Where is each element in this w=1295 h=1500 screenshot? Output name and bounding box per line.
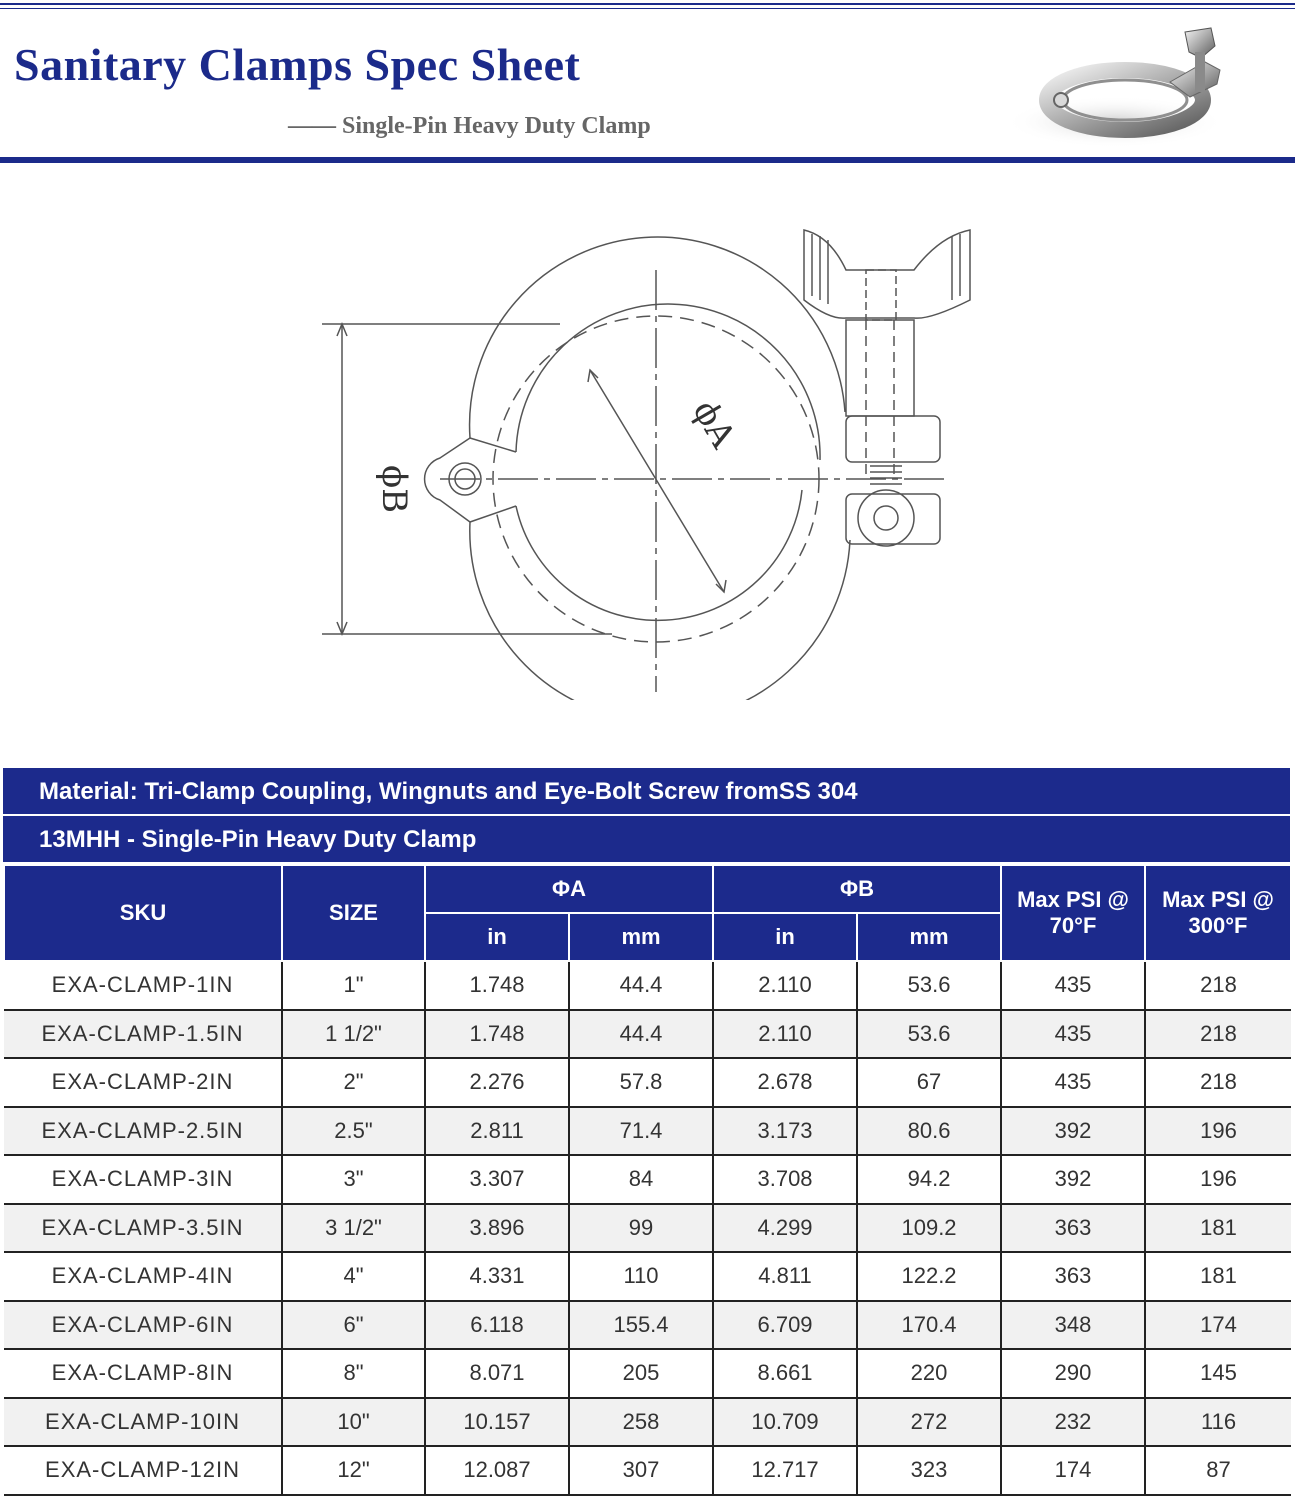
table-row: [4, 1155, 1291, 1204]
cell-psi300: 218: [1145, 1058, 1291, 1107]
table-row: [4, 1010, 1291, 1059]
cell-a-mm: 44.4: [569, 961, 713, 1010]
cell-a-mm: 258: [569, 1398, 713, 1447]
cell-b-mm: 94.2: [857, 1155, 1001, 1204]
cell-psi70: 290: [1001, 1349, 1145, 1398]
table-row: [4, 1301, 1291, 1350]
cell-a-in: 10.157: [425, 1398, 569, 1447]
dimension-table: [3, 864, 1292, 1496]
cell-b-mm: 170.4: [857, 1301, 1001, 1350]
cell-a-in: 4.331: [425, 1252, 569, 1301]
cell-psi70: 348: [1001, 1301, 1145, 1350]
cell-sku: EXA-CLAMP-10IN: [4, 1398, 282, 1447]
page-title: Sanitary Clamps Spec Sheet: [14, 39, 581, 90]
cell-sku: EXA-CLAMP-8IN: [4, 1349, 282, 1398]
cell-psi300: 181: [1145, 1204, 1291, 1253]
cell-size: 12": [282, 1446, 425, 1495]
cell-b-in: 3.173: [713, 1107, 857, 1156]
table-row: [4, 1204, 1291, 1253]
cell-psi300: 181: [1145, 1252, 1291, 1301]
column-header-a-in: in: [425, 913, 569, 961]
cell-sku: EXA-CLAMP-12IN: [4, 1446, 282, 1495]
page-subtitle: —— Single-Pin Heavy Duty Clamp: [288, 113, 651, 139]
cell-a-in: 2.276: [425, 1058, 569, 1107]
cell-a-in: 1.748: [425, 1010, 569, 1059]
cell-sku: EXA-CLAMP-2IN: [4, 1058, 282, 1107]
cell-psi300: 218: [1145, 1010, 1291, 1059]
cell-b-mm: 53.6: [857, 961, 1001, 1010]
clamp-product-image: [1005, 22, 1245, 152]
cell-b-in: 6.709: [713, 1301, 857, 1350]
column-header-size: SIZE: [282, 865, 425, 961]
cell-b-in: 4.299: [713, 1204, 857, 1253]
column-header-psi-70-line2: 70°F: [1049, 913, 1097, 938]
cell-a-mm: 44.4: [569, 1010, 713, 1059]
table-body: [4, 961, 1291, 1495]
cell-size: 1 1/2": [282, 1010, 425, 1059]
cell-psi300: 145: [1145, 1349, 1291, 1398]
diameter-a-label: ϕA: [684, 393, 744, 455]
clamp-dimension-drawing: [310, 220, 990, 700]
cell-a-mm: 84: [569, 1155, 713, 1204]
cell-b-mm: 122.2: [857, 1252, 1001, 1301]
cell-b-mm: 67: [857, 1058, 1001, 1107]
cell-b-in: 12.717: [713, 1446, 857, 1495]
cell-psi70: 363: [1001, 1252, 1145, 1301]
cell-a-in: 2.811: [425, 1107, 569, 1156]
model-banner: 13MHH - Single-Pin Heavy Duty Clamp: [3, 816, 1290, 864]
table-row: [4, 1349, 1291, 1398]
cell-a-mm: 99: [569, 1204, 713, 1253]
cell-b-in: 2.110: [713, 1010, 857, 1059]
table-row: [4, 1058, 1291, 1107]
cell-psi70: 435: [1001, 1010, 1145, 1059]
cell-a-mm: 205: [569, 1349, 713, 1398]
cell-size: 6": [282, 1301, 425, 1350]
spec-table: [3, 768, 1290, 1496]
cell-psi70: 435: [1001, 1058, 1145, 1107]
cell-a-in: 1.748: [425, 961, 569, 1010]
cell-sku: EXA-CLAMP-6IN: [4, 1301, 282, 1350]
cell-a-in: 6.118: [425, 1301, 569, 1350]
cell-psi70: 232: [1001, 1398, 1145, 1447]
top-rule: [0, 3, 1295, 5]
material-banner: Material: Tri-Clamp Coupling, Wingnuts and Eye-Bolt Screw fromSS 304: [3, 768, 1290, 816]
column-header-sku: SKU: [4, 865, 282, 961]
header-rule: [0, 157, 1295, 163]
table-row: [4, 1107, 1291, 1156]
cell-sku: EXA-CLAMP-1IN: [4, 961, 282, 1010]
cell-b-in: 3.708: [713, 1155, 857, 1204]
cell-a-mm: 307: [569, 1446, 713, 1495]
cell-a-mm: 57.8: [569, 1058, 713, 1107]
column-header-psi-70: [1001, 865, 1145, 961]
cell-size: 8": [282, 1349, 425, 1398]
cell-sku: EXA-CLAMP-2.5IN: [4, 1107, 282, 1156]
cell-a-in: 12.087: [425, 1446, 569, 1495]
cell-psi70: 363: [1001, 1204, 1145, 1253]
cell-size: 3": [282, 1155, 425, 1204]
column-header-b-mm: mm: [857, 913, 1001, 961]
cell-a-mm: 155.4: [569, 1301, 713, 1350]
cell-b-mm: 53.6: [857, 1010, 1001, 1059]
column-header-b-in: in: [713, 913, 857, 961]
column-header-psi-300-line1: Max PSI @: [1162, 887, 1274, 912]
table-row: [4, 961, 1291, 1010]
cell-psi70: 174: [1001, 1446, 1145, 1495]
cell-b-in: 10.709: [713, 1398, 857, 1447]
cell-psi300: 174: [1145, 1301, 1291, 1350]
table-row: [4, 1398, 1291, 1447]
column-header-a-mm: mm: [569, 913, 713, 961]
cell-b-mm: 272: [857, 1398, 1001, 1447]
cell-size: 1": [282, 961, 425, 1010]
cell-size: 3 1/2": [282, 1204, 425, 1253]
cell-b-mm: 323: [857, 1446, 1001, 1495]
cell-b-in: 4.811: [713, 1252, 857, 1301]
cell-b-in: 2.110: [713, 961, 857, 1010]
table-row: [4, 1446, 1291, 1495]
cell-size: 2": [282, 1058, 425, 1107]
top-rule-secondary: [0, 8, 1295, 9]
cell-sku: EXA-CLAMP-4IN: [4, 1252, 282, 1301]
cell-a-mm: 71.4: [569, 1107, 713, 1156]
table-row: [4, 1252, 1291, 1301]
cell-b-mm: 220: [857, 1349, 1001, 1398]
cell-size: 2.5": [282, 1107, 425, 1156]
cell-psi300: 196: [1145, 1107, 1291, 1156]
cell-sku: EXA-CLAMP-3IN: [4, 1155, 282, 1204]
cell-b-mm: 109.2: [857, 1204, 1001, 1253]
cell-psi70: 392: [1001, 1107, 1145, 1156]
cell-psi300: 196: [1145, 1155, 1291, 1204]
cell-b-mm: 80.6: [857, 1107, 1001, 1156]
cell-psi70: 392: [1001, 1155, 1145, 1204]
cell-size: 10": [282, 1398, 425, 1447]
cell-psi300: 116: [1145, 1398, 1291, 1447]
diameter-b-label: ϕB: [374, 465, 414, 514]
cell-sku: EXA-CLAMP-3.5IN: [4, 1204, 282, 1253]
column-header-psi-70-line1: Max PSI @: [1017, 887, 1129, 912]
cell-size: 4": [282, 1252, 425, 1301]
column-header-phi-b: ΦB: [713, 865, 1001, 913]
cell-sku: EXA-CLAMP-1.5IN: [4, 1010, 282, 1059]
cell-psi300: 87: [1145, 1446, 1291, 1495]
cell-a-in: 3.896: [425, 1204, 569, 1253]
column-header-phi-a: ΦA: [425, 865, 713, 913]
column-header-psi-300-line2: 300°F: [1188, 913, 1248, 938]
cell-psi70: 435: [1001, 961, 1145, 1010]
cell-a-in: 8.071: [425, 1349, 569, 1398]
cell-a-in: 3.307: [425, 1155, 569, 1204]
cell-a-mm: 110: [569, 1252, 713, 1301]
cell-b-in: 8.661: [713, 1349, 857, 1398]
cell-psi300: 218: [1145, 961, 1291, 1010]
column-header-psi-300: [1145, 865, 1291, 961]
cell-b-in: 2.678: [713, 1058, 857, 1107]
